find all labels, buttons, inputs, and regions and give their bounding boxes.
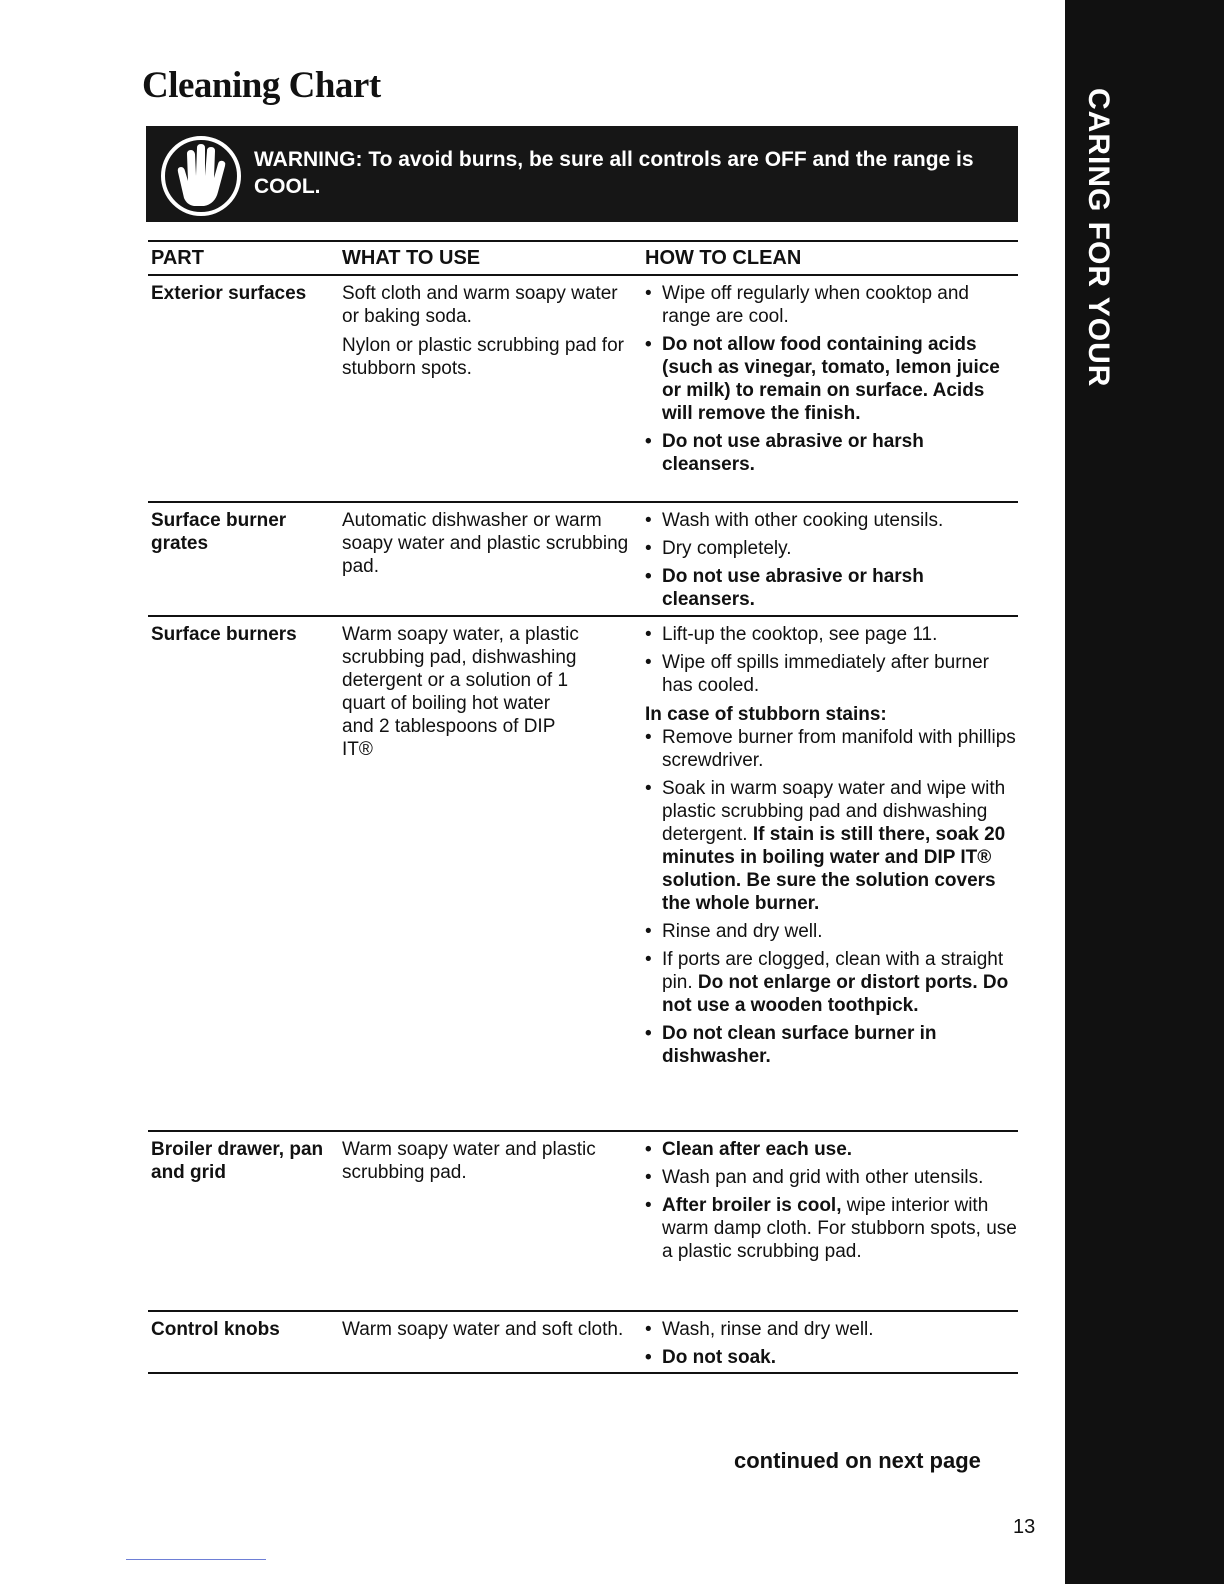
what-text: Warm soapy water and plastic scrubbing pad.: [342, 1139, 596, 1183]
table-row: [148, 1132, 1018, 1312]
list-item: [645, 537, 1018, 560]
how-cell: [645, 282, 1018, 495]
what-text: Nylon or plastic scrubbing pad for stubborn spots.: [342, 335, 624, 379]
footer-rule: [126, 1559, 266, 1560]
how-text: Rinse and dry well.: [662, 921, 823, 942]
how-text: Dry completely.: [662, 538, 792, 559]
page-number: 13: [1013, 1516, 1036, 1538]
how-text: Wash, rinse and dry well.: [662, 1319, 874, 1340]
part-cell: Exterior surfaces: [151, 283, 307, 304]
how-text: Lift-up the cooktop, see page 11.: [662, 624, 938, 645]
what-text: Soft cloth and warm soapy water or baking soda.: [342, 283, 618, 327]
how-text: Wipe off spills immediately after burner has cooled.: [662, 652, 989, 696]
what-text: Warm soapy water and soft cloth.: [342, 1319, 624, 1340]
how-text-bold: If stain is still there, soak 20 minutes in boiling water and DIP IT® solution. Be sure the solution covers the whole burner.: [662, 824, 1006, 914]
bullet-icon: •: [645, 652, 652, 673]
how-text: Wipe off regularly when cooktop and range are cool.: [662, 283, 969, 327]
bullet-icon: •: [645, 1139, 652, 1160]
list-item: [645, 651, 1018, 697]
warning-text: WARNING: To avoid burns, be sure all controls are OFF and the range is COOL.: [254, 148, 974, 198]
header-what-to-use: WHAT TO USE: [342, 246, 481, 269]
page-title: Cleaning Chart: [142, 65, 381, 106]
chart-header-row: [148, 240, 1018, 276]
bullet-icon: •: [645, 566, 652, 587]
bullet-icon: •: [645, 921, 652, 942]
bullet-icon: •: [645, 949, 652, 970]
table-row: [148, 503, 1018, 617]
list-item: [645, 333, 1018, 425]
how-text: Wash with other cooking utensils.: [662, 510, 944, 531]
bullet-icon: •: [645, 1195, 652, 1216]
cleaning-chart: [148, 240, 1018, 1374]
part-cell: Surface burners: [151, 624, 297, 645]
how-text: Do not use abrasive or harsh cleansers.: [662, 431, 924, 475]
bullet-icon: •: [645, 1023, 652, 1044]
how-text: Soak in warm soapy water and wipe with plastic scrubbing pad and dishwashing detergent.: [662, 778, 1006, 845]
continued-note: continued on next page: [734, 1448, 981, 1473]
table-row: [148, 276, 1018, 503]
how-text: Do not soak.: [662, 1347, 777, 1368]
how-text: Do not clean surface burner in dishwasher.: [662, 1023, 937, 1067]
bullet-icon: •: [645, 431, 652, 452]
list-item: [645, 1194, 1018, 1263]
bullet-icon: •: [645, 1319, 652, 1340]
bullet-icon: •: [645, 727, 652, 748]
what-cell: [342, 1318, 645, 1366]
how-cell: [645, 623, 1018, 1124]
list-item: [645, 565, 1018, 611]
bullet-icon: •: [645, 538, 652, 559]
how-text: Do not allow food containing acids (such as vinegar, tomato, lemon juice or milk) to remain on surface. Acids will remove the finish.: [662, 334, 1000, 424]
bullet-icon: •: [645, 624, 652, 645]
bullet-icon: •: [645, 1167, 652, 1188]
list-item: [645, 777, 1018, 915]
part-cell: Surface burner grates: [151, 510, 287, 554]
bullet-icon: •: [645, 510, 652, 531]
bullet-icon: •: [645, 1347, 652, 1368]
stop-hand-icon: [160, 136, 242, 216]
how-text-bold: After broiler is cool,: [662, 1195, 842, 1216]
what-cell: [342, 282, 645, 495]
bullet-icon: •: [645, 334, 652, 355]
list-item: [645, 1346, 1018, 1369]
list-item: [645, 282, 1018, 328]
how-text: Remove burner from manifold with phillips screwdriver.: [662, 727, 1016, 771]
how-cell: [645, 1318, 1018, 1366]
what-text: Warm soapy water, a plastic scrubbing pad, dishwashing detergent or a solution of 1 quart of boiling hot water and 2 tablespoons of DIP IT®: [342, 624, 579, 760]
list-item: [645, 1138, 1018, 1161]
list-item: [645, 509, 1018, 532]
part-cell: Control knobs: [151, 1319, 280, 1340]
what-cell: [342, 1138, 645, 1304]
list-item: [645, 1166, 1018, 1189]
list-item: [645, 726, 1018, 772]
list-item: [645, 1318, 1018, 1341]
part-cell: Broiler drawer, pan and grid: [151, 1139, 324, 1183]
how-text: wipe interior with warm damp cloth. For stubborn spots, use a plastic scrubbing pad.: [662, 1195, 1017, 1262]
bullet-icon: •: [645, 283, 652, 304]
bullet-icon: •: [645, 778, 652, 799]
how-text: Do not use abrasive or harsh cleansers.: [662, 566, 924, 610]
header-part: PART: [151, 246, 204, 269]
how-text: Clean after each use.: [662, 1139, 853, 1160]
table-row: [148, 1312, 1018, 1374]
how-cell: [645, 1138, 1018, 1304]
side-tab-label: CARING FOR YOUR RANGE: [1022, 88, 1115, 388]
list-item: [645, 430, 1018, 476]
list-item: [645, 920, 1018, 943]
list-item: [645, 623, 1018, 646]
stubborn-stains-subhead: In case of stubborn stains:: [645, 704, 887, 725]
what-text: Automatic dishwasher or warm soapy water and plastic scrubbing pad.: [342, 510, 629, 577]
what-cell: [342, 623, 645, 1124]
list-item: [645, 1022, 1018, 1068]
how-text-bold: Do not enlarge or distort ports. Do not use a wooden toothpick.: [662, 972, 1009, 1016]
table-row: [148, 617, 1018, 1132]
warning-box: [146, 126, 1018, 222]
header-how-to-clean: HOW TO CLEAN: [645, 246, 802, 269]
how-text: Wash pan and grid with other utensils.: [662, 1167, 984, 1188]
list-item: [645, 948, 1018, 1017]
what-cell: [342, 509, 645, 609]
how-text: If ports are clogged, clean with a straight pin.: [662, 949, 1004, 993]
how-cell: [645, 509, 1018, 609]
